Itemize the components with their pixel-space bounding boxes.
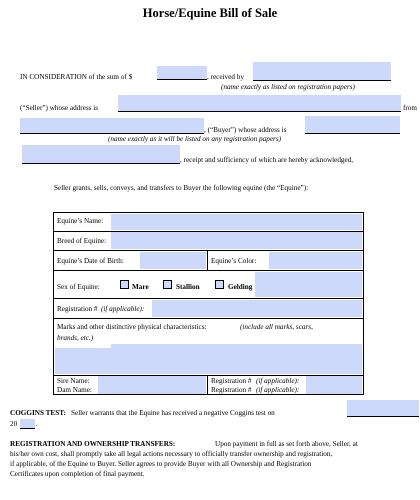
breed-field[interactable]: [111, 232, 362, 249]
coggins-year-prefix: 20: [10, 420, 18, 428]
marks-italic: (include all marks, scars,: [240, 323, 313, 331]
dam-if-applicable: (if applicable):: [256, 386, 300, 394]
transfers-line2: his/her own cost, shall promptly take all legal actions necessary to officially transfer ownership and registration,: [10, 450, 333, 458]
coggins-year-field[interactable]: [20, 419, 35, 428]
transfers-line4: Certificates upon completion of final payment.: [10, 470, 145, 478]
seller-address-text: (“Seller”) whose address is: [20, 104, 99, 112]
dob-label: Equine’s Date of Birth:: [57, 257, 124, 265]
seller-name-underline: [253, 80, 391, 81]
buyer-address-continued-field[interactable]: [22, 145, 180, 163]
coggins-text: Seller warrants that the Equine has received a negative Coggins test on: [71, 409, 275, 417]
dob-field[interactable]: [140, 252, 206, 269]
buyer-address-field[interactable]: [305, 116, 400, 133]
registration-field[interactable]: [152, 300, 362, 317]
sire-if-applicable: (if applicable):: [256, 377, 300, 385]
received-by-text: , received by: [207, 73, 244, 81]
equine-table: [53, 212, 364, 395]
seller-name-note: (name exactly as listed on registration papers): [221, 83, 355, 91]
dam-field[interactable]: [98, 385, 206, 394]
stallion-label: Stallion: [176, 283, 200, 291]
dam-registration-field[interactable]: [306, 385, 362, 394]
equine-name-field[interactable]: [111, 214, 362, 230]
marks-field-left[interactable]: [55, 348, 111, 374]
from-text: from: [403, 104, 417, 112]
mare-checkbox[interactable]: [120, 280, 129, 289]
transfers-heading: REGISTRATION AND OWNERSHIP TRANSFERS:: [10, 440, 176, 448]
stallion-checkbox[interactable]: [163, 280, 172, 289]
coggins-date-field[interactable]: [347, 400, 419, 416]
color-field[interactable]: [269, 252, 362, 269]
transfers-line1: Upon payment in full as set forth above, Seller, at: [215, 440, 358, 448]
sum-underline: [157, 79, 207, 80]
sire-field[interactable]: [98, 376, 206, 385]
dam-registration-label: Registration #: [211, 386, 252, 394]
coggins-period: .: [36, 420, 38, 428]
sire-registration-field[interactable]: [306, 376, 362, 385]
buyer-address-continued-underline: [22, 163, 180, 164]
seller-address-underline: [118, 111, 401, 112]
breed-label: Breed of Equine:: [57, 237, 107, 245]
sex-label: Sex of Equine:: [57, 283, 100, 291]
grant-text: Seller grants, sells, conveys, and transfers to Buyer the following equine (the “Equine”):: [54, 184, 309, 192]
sire-label: Sire Name:: [57, 377, 90, 385]
mare-label: Mare: [132, 283, 149, 291]
sex-notes-field[interactable]: [255, 272, 362, 297]
buyer-name-note: (name exactly as it will be listed on any registration papers): [108, 135, 282, 143]
consideration-text: IN CONSIDERATION of the sum of $: [20, 73, 133, 81]
equine-name-label: Equine’s Name:: [57, 217, 104, 225]
buyer-name-field[interactable]: [20, 118, 204, 133]
registration-if-applicable: (if applicable):: [101, 305, 145, 313]
marks-label: Marks and other distinctive physical characteristics:: [57, 323, 207, 331]
receipt-text: , receipt and sufficiency of which are hereby acknowledged,: [180, 156, 354, 164]
coggins-heading: COGGINS TEST:: [10, 409, 66, 417]
transfers-line3: if applicable, of the Equine to Buyer. Seller agrees to provide Buyer with all Ownership and Registration: [10, 460, 312, 468]
dam-label: Dam Name:: [57, 386, 92, 394]
marks-italic-2: brands, etc.): [57, 334, 94, 342]
gelding-label: Gelding: [228, 283, 253, 291]
sire-registration-label: Registration #: [211, 377, 252, 385]
sum-field[interactable]: [157, 66, 207, 80]
color-label: Equine’s Color:: [211, 257, 257, 265]
coggins-year-underline: [20, 428, 35, 429]
seller-name-field[interactable]: [253, 62, 391, 80]
seller-address-field[interactable]: [118, 95, 401, 111]
buyer-address-underline: [305, 133, 400, 134]
buyer-name-underline: [20, 133, 204, 134]
document-title: Horse/Equine Bill of Sale: [142, 6, 278, 20]
gelding-checkbox[interactable]: [215, 280, 224, 289]
registration-label: Registration #: [57, 305, 98, 313]
coggins-date-underline: [347, 416, 419, 417]
buyer-address-text: , (“Buyer”) whose address is: [204, 126, 287, 134]
marks-field[interactable]: [111, 344, 362, 374]
